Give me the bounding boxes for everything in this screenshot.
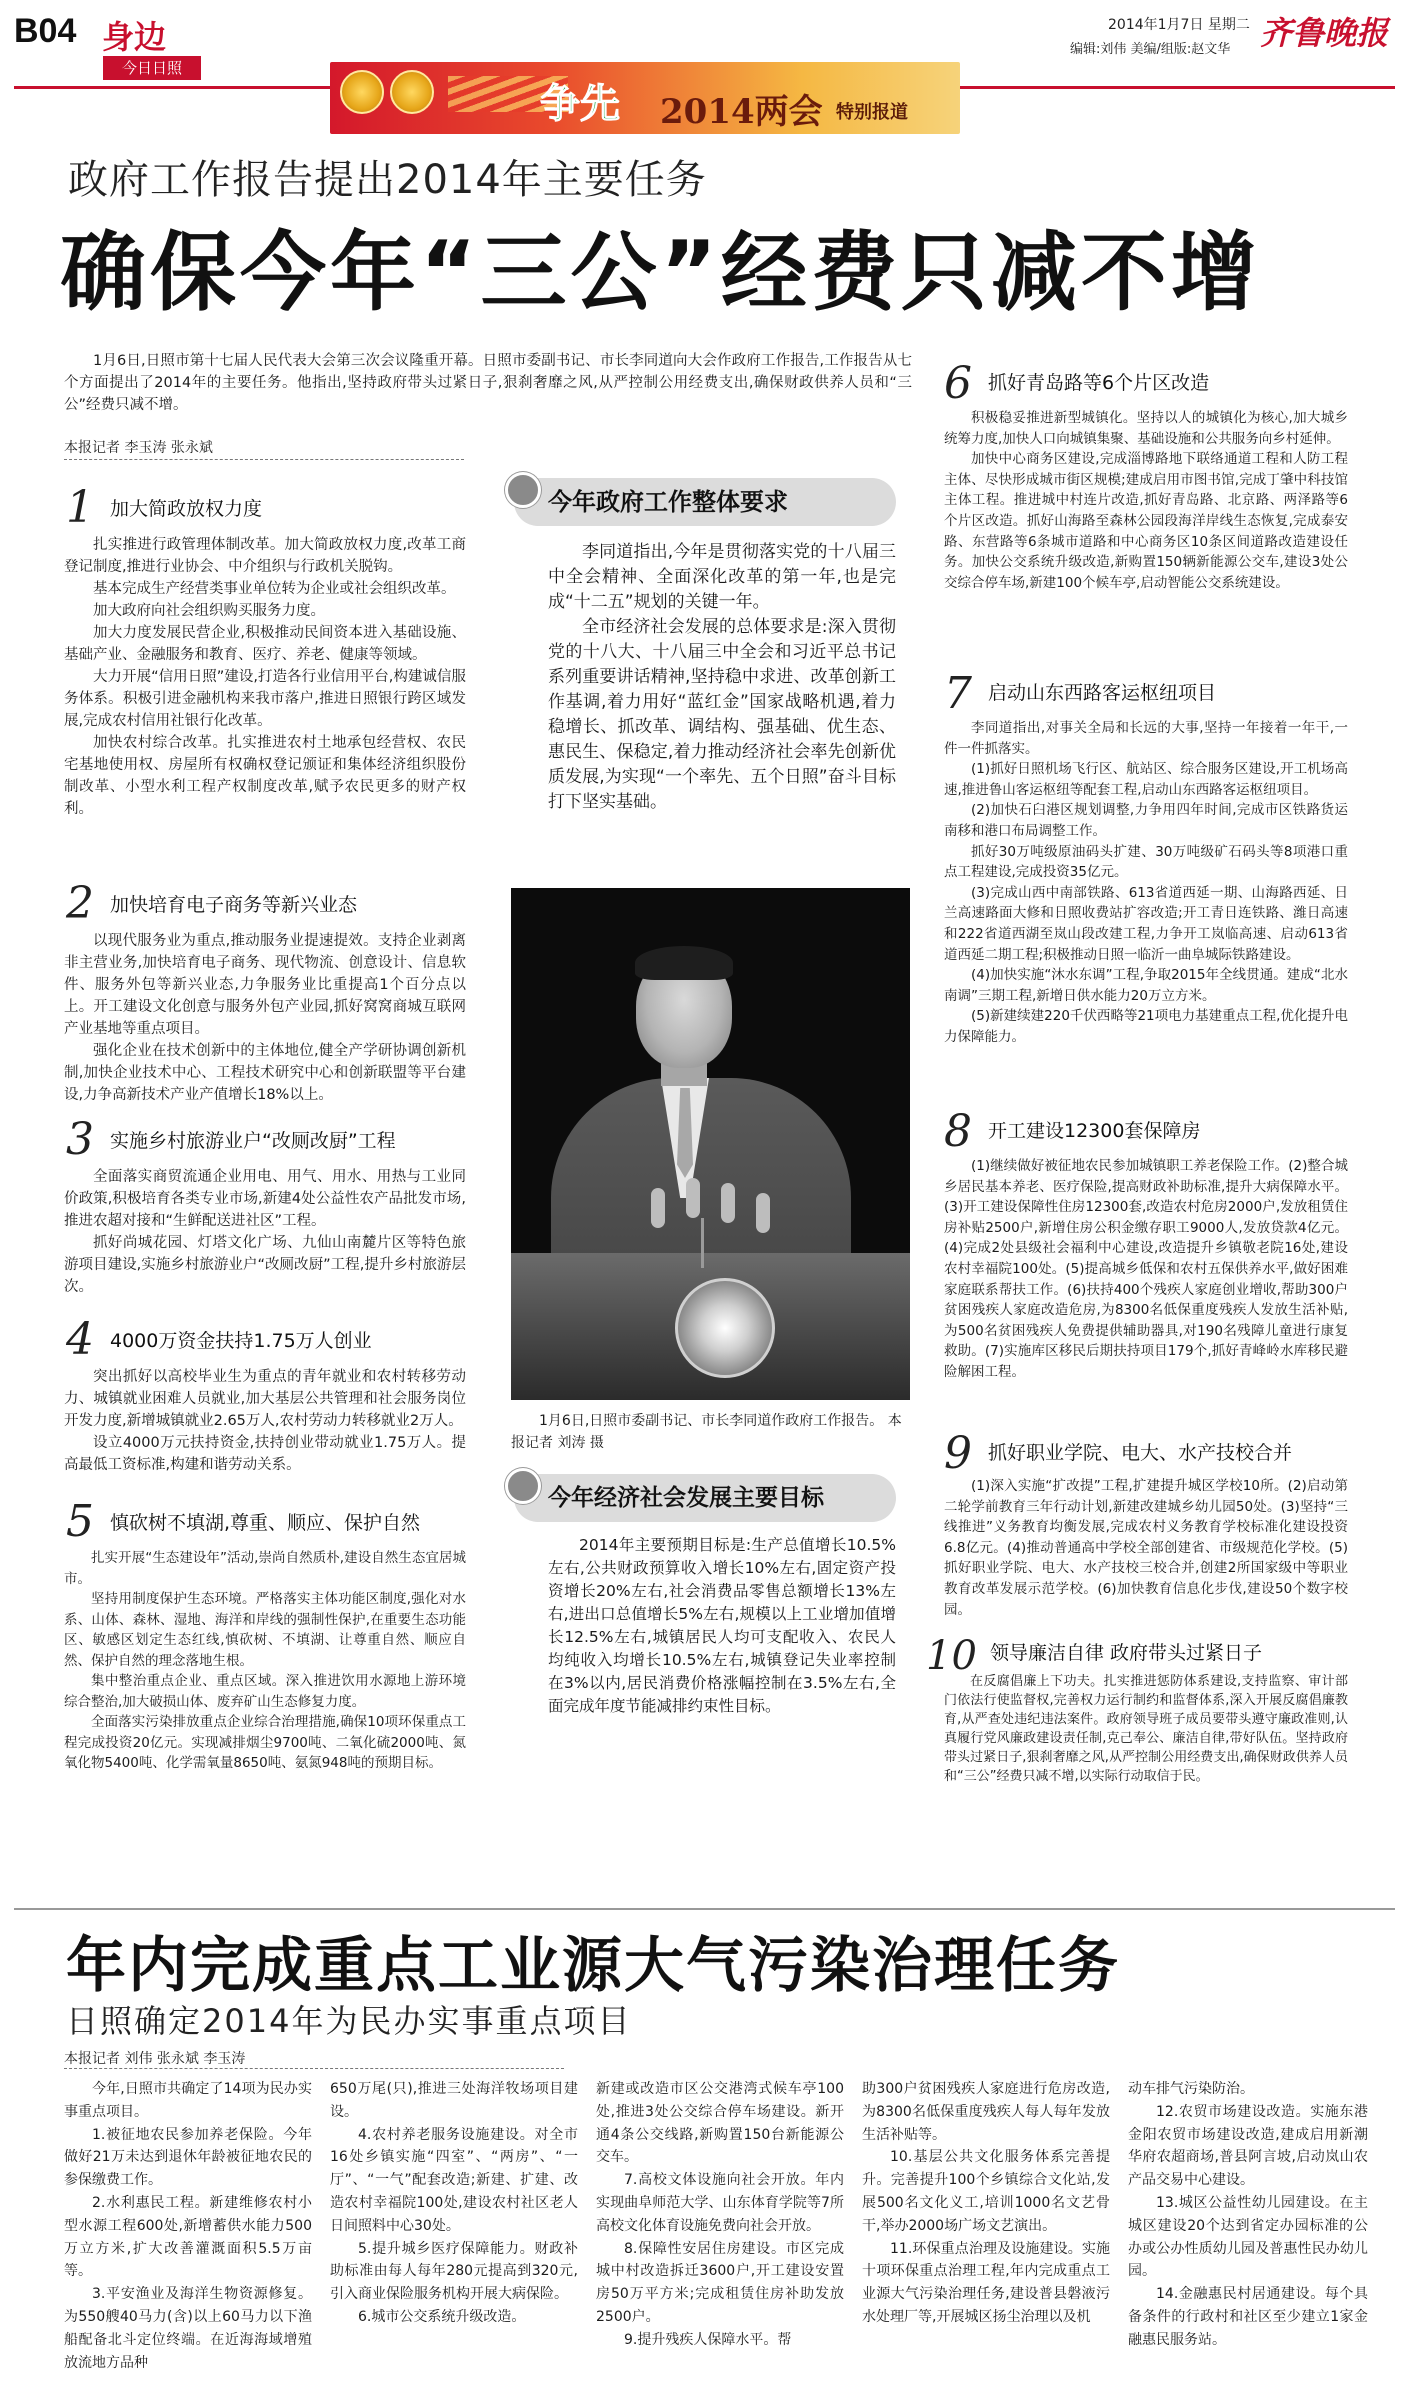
section-title: 慎砍树不填湖,尊重、顺应、保护自然	[110, 1512, 421, 1534]
article2-byline: 本报记者 刘伟 张永斌 李玉涛	[64, 2051, 246, 2067]
article-subtitle: 政府工作报告提出2014年主要任务	[68, 157, 707, 203]
byline-rule	[64, 459, 464, 460]
paragraph: 抓好尚城花园、灯塔文化广场、九仙山南麓片区等特色旅游项目建设,实施乡村旅游业户“改厕改厨”工程,提升乡村旅游层次。	[64, 1235, 466, 1295]
microphone-icon	[651, 1188, 665, 1228]
microphone-icon	[701, 1218, 704, 1268]
paragraph: 设立4000万元扶持资金,扶持创业带动就业1.75万人。提高最低工资标准,构建和谐劳动关系。	[64, 1435, 466, 1473]
paragraph: (1)深入实施“扩改提”工程,扩建提升城区学校10所。(2)启动第二轮学前教育三年行动计划,新建改建城乡幼儿园50处。(3)坚持“三线推进”义务教育均衡发展,完成农村义务教育学校标准化建设投资6.8亿元。(4)推动普通高中学校全部创建省、市级规范化学校。(5)抓好职业学院、电大、水产技校三校合并,创建2所国家级中等职业教育改革发展示范学校。(6)加快教育信息化步伐,建设50个数字校园。	[944, 1478, 1348, 1618]
section-title: 加大简政放权力度	[110, 498, 263, 520]
paragraph: 加大力度发展民营企业,积极推动民间资本进入基础设施、基础产业、金融服务和教育、医疗、养老、健康等领域。	[64, 625, 466, 663]
section-body	[944, 1476, 1348, 1620]
article2-column	[1128, 2078, 1368, 2352]
section-title: 抓好青岛路等6个片区改造	[988, 372, 1210, 394]
editor-credits: 编辑:刘伟 美编/组版:赵文华	[1070, 42, 1231, 57]
byline-rule	[64, 2068, 564, 2069]
section-body	[944, 718, 1348, 1048]
paragraph: 抓好30万吨级原油码头扩建、30万吨级矿石码头等8项港口重点工程建设,完成投资35亿元。	[944, 843, 1348, 881]
paragraph: 11.环保重点治理及设施建设。实施十项环保重点治理工程,年内完成重点工业源大气污染治理任务,建设普县磐液污水处理厂等,开展城区扬尘治理以及机	[862, 2240, 1110, 2325]
section-body	[64, 534, 466, 820]
section-number: 8	[944, 1106, 972, 1157]
paragraph: 扎实推进行政管理体制改革。加大简政放权力度,改革工商登记制度,推进行业协会、中介组织与行政机关脱钩。	[64, 537, 466, 575]
paragraph: 全面落实污染排放重点企业综合治理措施,确保10项环保重点工程完成投资20亿元。实现减排烟尘9700吨、二氧化硫2000吨、氮氧化物5400吨、化学需氧量8650吨、氨氮948吨的预期目标。	[64, 1714, 466, 1771]
paragraph: 动车排气污染防治。	[1128, 2081, 1254, 2097]
article2-column	[64, 2078, 312, 2374]
section-title: 抓好职业学院、电大、水产技校合并	[988, 1442, 1293, 1464]
article2-headline: 年内完成重点工业源大气污染治理任务	[66, 1931, 1120, 2001]
paragraph: 强化企业在技术创新中的主体地位,健全产学研协调创新机制,加快企业技术中心、工程技术研究中心和创新联盟等平台建设,力争高新技术产业产值增长18%以上。	[64, 1043, 466, 1103]
national-emblem-icon	[675, 1278, 775, 1378]
paragraph: 加快中心商务区建设,完成淄博路地下联络通道工程和人防工程主体、尽快形成城市街区规模;建成启用市图书馆,完成丁肇中科技馆主体工程。推进城中村连片改造,抓好青岛路、北京路、两泽路等6个片区改造。抓好山海路至森林公园段海洋岸线生态恢复,完成泰安路、东营路等6条城市道路和中心商务区10条区间道路改造建设任务。加快公交系统升级改造,新购置150辆新能源公交车,建设3处公交综合停车场,新建100个候车亭,启动智能公交系统建设。	[944, 451, 1348, 591]
section-title: 加快培育电子商务等新兴业态	[110, 894, 358, 916]
microphone-icon	[686, 1178, 700, 1218]
paragraph: 650万尾(只),推进三处海洋牧场项目建设。	[330, 2081, 578, 2120]
banner-title: 2014两会	[660, 92, 823, 132]
paragraph: 以现代服务业为重点,推动服务业提速提效。支持企业剥离非主营业务,加快培育电子商务、现代物流、创意设计、信息软件、服务外包等新兴业态,力争服务业比重提高1个百分点以上。开工建设文化创意与服务外包产业园,抓好窝窝商城互联网产业基地等重点项目。	[64, 933, 466, 1037]
paragraph: 加大政府向社会组织购买服务力度。	[93, 603, 325, 619]
article2-subtitle: 日照确定2014年为民办实事重点项目	[66, 2002, 632, 2040]
section-number: 4	[66, 1314, 94, 1365]
overall-requirements-body	[548, 540, 896, 815]
article2-column	[862, 2078, 1110, 2329]
section-body	[944, 408, 1348, 593]
section-number: 7	[944, 668, 972, 719]
section-number: 9	[944, 1428, 972, 1479]
section-title: 开工建设12300套保障房	[988, 1120, 1201, 1142]
paragraph: 加快农村综合改革。扎实推进农村土地承包经营权、农民宅基地使用权、房屋所有权确权登记颁证和集体经济组织股份制改革、小型水利工程产权制度改革,赋予农民更多的财产权利。	[64, 735, 466, 817]
caption-text: 1月6日,日照市委副书记、市长李同道作政府工作报告。 本报记者 刘涛 摄	[511, 1413, 902, 1451]
article-headline: 确保今年“三公”经费只减不增	[60, 223, 1262, 323]
paragraph: (4)加快实施“沐水东调”工程,争取2015年全线贯通。建成“北水南调”三期工程,新增日供水能力20万立方米。	[944, 967, 1348, 1004]
news-photo	[511, 888, 910, 1400]
section-body	[64, 930, 466, 1106]
paragraph: 2.水利惠民工程。新建维修农村小型水源工程600处,新增蓄供水能力500万立方米,扩大改善灌溉面积5.5万亩等。	[64, 2194, 312, 2280]
development-goals-heading: 今年经济社会发展主要目标	[514, 1474, 896, 1522]
article-divider	[14, 1908, 1395, 1910]
paragraph: 扎实开展“生态建设年”活动,崇尚自然质朴,建设自然生态宜居城市。	[64, 1550, 466, 1587]
emblem-icon	[390, 70, 434, 114]
paragraph: 9.提升残疾人保障水平。帮	[624, 2331, 792, 2348]
photo-hair	[635, 946, 733, 980]
paragraph: 12.农贸市场建设改造。实施东港金阳农贸市场建设改造,建成启用新潮华府农超商场,普县阿言坡,启动岚山农产品交易中心建设。	[1128, 2103, 1368, 2189]
overall-requirements-heading: 今年政府工作整体要求	[514, 478, 896, 526]
paragraph: 集中整治重点企业、重点区域。深入推进饮用水源地上游环境综合整治,加大破损山体、废弃矿山生态修复力度。	[64, 1673, 466, 1710]
section-title: 领导廉洁自律 政府带头过紧日子	[990, 1642, 1263, 1664]
paragraph: (5)新建续建220千伏西略等21项电力基建重点工程,优化提升电力保障能力。	[944, 1008, 1348, 1045]
paragraph: (1)继续做好被征地农民参加城镇职工养老保险工作。(2)整合城乡居民基本养老、医疗保险,提高财政补助标准,提升大病保障水平。(3)开工建设保障性住房12300套,改造农村危房2000户,发放租赁住房补贴2500户,新增住房公积金缴存职工9000人,发放贷款4亿元。(4)完成2处县级社会福利中心建设,改造提升乡镇敬老院16处,建设农村幸福院100处。(5)提高城乡低保和农村五保供养水平,做好困难家庭联系帮扶工作。(6)扶持400个残疾人家庭创业增收,帮助300户贫困残疾人家庭改造危房,为8300名低保重度残疾人发放生活补贴,为500名贫困残疾人免费提供辅助器具,对190名残障儿童进行康复救助。(7)实施库区移民后期扶持项目179个,抓好青峰岭水库移民避险解困工程。	[944, 1158, 1348, 1380]
paragraph: (2)加快石臼港区规划调整,力争用四年时间,完成市区铁路货运南移和港口布局调整工作。	[944, 802, 1348, 839]
paragraph: 全面落实商贸流通企业用电、用气、用水、用热与工业同价政策,积极培育各类专业市场,新建4处公益性农产品批发市场,推进农超对接和“生鲜配送进社区”工程。	[64, 1169, 466, 1229]
banner-left-text: 争先	[540, 81, 620, 127]
paragraph: 李同道指出,今年是贯彻落实党的十八届三中全会精神、全面深化改革的第一年,也是完成“十二五”规划的关键一年。	[548, 542, 896, 612]
paragraph: 李同道指出,对事关全局和长远的大事,坚持一年接着一年干,一件一件抓落实。	[944, 720, 1348, 757]
paragraph: 6.城市公交系统升级改造。	[358, 2308, 526, 2325]
paragraph: 新建或改造市区公交港湾式候车亭100处,推进3处公交综合停车场建设。新开通4条公交线路,新购置150台新能源公交车。	[596, 2081, 844, 2166]
section-body	[64, 1366, 466, 1476]
paragraph: (1)抓好日照机场飞行区、航站区、综合服务区建设,开工机场高速,推进鲁山客运枢纽等配套工程,启动山东西路客运枢纽项目。	[944, 761, 1348, 798]
paragraph: 全市经济社会发展的总体要求是:深入贯彻党的十八大、十八届三中全会和习近平总书记系列重要讲话精神,坚持稳中求进、改革创新工作基调,着力用好“蓝红金”国家战略机遇,着力稳增长、抓改革、调结构、强基础、优生态、惠民生、保稳定,着力推动经济社会率先创新优质发展,为实现“一个率先、五个日照”奋斗目标打下坚实基础。	[548, 617, 896, 812]
section-body	[64, 1548, 466, 1774]
section-title: 4000万资金扶持1.75万人创业	[110, 1330, 372, 1352]
section-number: 3	[66, 1114, 94, 1165]
paragraph: 突出抓好以高校毕业生为重点的青年就业和农村转移劳动力、城镇就业困难人员就业,加大基层公共管理和社会服务岗位开发力度,新增城镇就业2.65万人,农村劳动力转移就业2万人。	[64, 1369, 466, 1429]
banner-tag: 特别报道	[836, 102, 908, 123]
bullet-dot-icon	[505, 1468, 541, 1504]
paragraph: 积极稳妥推进新型城镇化。坚持以人的城镇化为核心,加大城乡统筹力度,加快人口向城镇集聚、基础设施和公共服务向乡村延伸。	[944, 410, 1348, 447]
photo-caption	[511, 1410, 910, 1454]
section-name: 身边	[102, 18, 167, 56]
section-title: 启动山东西路客运枢纽项目	[988, 682, 1217, 704]
paragraph: 3.平安渔业及海洋生物资源修复。为550艘40马力(含)以上60马力以下渔船配备北斗定位终端。在近海海域增殖放流地方品种	[64, 2286, 312, 2371]
paragraph: 今年,日照市共确定了14项为民办实事重点项目。	[64, 2081, 312, 2120]
paragraph: 13.城区公益性幼儿园建设。在主城区建设20个达到省定办园标准的公办或公办性质幼儿园及普惠性民办幼儿园。	[1128, 2194, 1368, 2280]
section-number: 6	[944, 358, 972, 409]
section-body	[64, 1166, 466, 1298]
lead-paragraph: 1月6日,日照市第十七届人民代表大会第三次会议隆重开幕。日照市委副书记、市长李同道向大会作政府工作报告,工作报告从七个方面提出了2014年的主要任务。他指出,坚持政府带头过紧日子,狠刹奢靡之风,从严控制公用经费支出,确保财政供养人员和“三公”经费只减不增。	[64, 353, 912, 413]
section-body	[944, 1672, 1348, 1786]
development-goals-body	[548, 1534, 896, 1718]
two-sessions-banner	[330, 62, 960, 134]
paragraph: 5.提升城乡医疗保障能力。财政补助标准由每人每年280元提高到320元,引入商业保险服务机构开展大病保险。	[330, 2240, 578, 2303]
article2-column	[596, 2078, 844, 2352]
section-number: 5	[66, 1496, 94, 1547]
paragraph: 助300户贫困残疾人家庭进行危房改造,为8300名低保重度残疾人每人每年发放生活补贴等。	[862, 2081, 1110, 2143]
microphone-icon	[721, 1183, 735, 1223]
article-lead	[64, 350, 912, 416]
paragraph: 坚持用制度保护生态环境。严格落实主体功能区制度,强化对水系、山体、森林、湿地、海洋和岸线的强制性保护,在重要生态功能区、敏感区划定生态红线,慎砍树、不填湖、让尊重自然、顺应自然、保护自然的理念落地生根。	[64, 1591, 466, 1669]
paragraph: 14.金融惠民村居通建设。每个具备条件的行政村和社区至少建立1家金融惠民服务站。	[1128, 2286, 1368, 2348]
paragraph: 10.基层公共文化服务体系完善提升。完善提升100个乡镇综合文化站,发展500名文化义工,培训1000名文艺骨干,举办2000场广场文艺演出。	[862, 2149, 1110, 2234]
article-byline: 本报记者 李玉涛 张永斌	[64, 440, 213, 456]
paragraph: 基本完成生产经营类事业单位转为企业或社会组织改革。	[93, 581, 456, 597]
section-number: 10	[926, 1633, 977, 1679]
bullet-dot-icon	[505, 472, 541, 508]
emblem-icon	[340, 70, 384, 114]
paragraph: (3)完成山西中南部铁路、613省道西延一期、山海路西延、日兰高速路面大修和日照收费站扩容改造;开工青日连铁路、潍日高速和222省道西湖至岚山段改建工程,力争开工岚临高速、启动613省道西延二期工程;积极推动日照一临沂一曲阜城际铁路建设。	[944, 884, 1348, 963]
paragraph: 1.被征地农民参加养老保险。今年做好21万未达到退休年龄被征地农民的参保缴费工作。	[64, 2126, 312, 2189]
section-number: 2	[66, 878, 94, 929]
paragraph: 2014年主要预期目标是:生产总值增长10.5%左右,公共财政预算收入增长10%左右,固定资产投资增长20%左右,社会消费品零售总额增长13%左右,进出口总值增长5%左右,规模以上工业增加值增长12.5%左右,城镇居民人均可支配收入、农民人均纯收入均增长10.5%左右,城镇登记失业率控制在3%以内,居民消费价格涨幅控制在3.5%左右,全面完成年度节能减排约束性目标。	[548, 1536, 896, 1715]
section-number: 1	[66, 482, 94, 533]
subsection-tag: 今日日照	[103, 56, 201, 80]
paragraph: 8.保障性安居住房建设。市区完成城中村改造拆迁3600户,开工建设安置房50万平方米;完成租赁住房补助发放2500户。	[596, 2240, 844, 2325]
paragraph: 4.农村养老服务设施建设。对全市16处乡镇实施“四室”、“两房”、“一厅”、“一气”配套改造;新建、扩建、改造农村幸福院100处,建设农村社区老人日间照料中心30处。	[330, 2126, 578, 2234]
issue-date: 2014年1月7日 星期二	[1108, 17, 1250, 33]
microphone-icon	[756, 1193, 770, 1233]
newspaper-logo: 齐鲁晚报	[1260, 14, 1389, 52]
paragraph: 大力开展“信用日照”建设,打造各行业信用平台,构建诚信服务体系。积极引进金融机构来我市落户,推进日照银行跨区域发展,完成农村信用社银行化改革。	[64, 669, 466, 729]
article2-column	[330, 2078, 578, 2329]
section-title: 实施乡村旅游业户“改厕改厨”工程	[110, 1130, 396, 1152]
page-code: B04	[14, 12, 77, 50]
section-body	[944, 1156, 1348, 1383]
paragraph: 在反腐倡廉上下功夫。扎实推进惩防体系建设,支持监察、审计部门依法行使监督权,完善权力运行制约和监督体系,深入开展反腐倡廉教育,从严查处违纪违法案件。政府领导班子成员要带头遵守廉政准则,认真履行党风廉政建设责任制,克己奉公、廉洁自律,带好队伍。坚持政府带头过紧日子,狠刹奢靡之风,从严控制公用经费支出,确保财政供养人员和“三公”经费只减不增,以实际行动取信于民。	[944, 1674, 1348, 1784]
paragraph: 7.高校文体设施向社会开放。年内实现曲阜师范大学、山东体育学院等7所高校文化体育设施免费向社会开放。	[596, 2172, 844, 2234]
